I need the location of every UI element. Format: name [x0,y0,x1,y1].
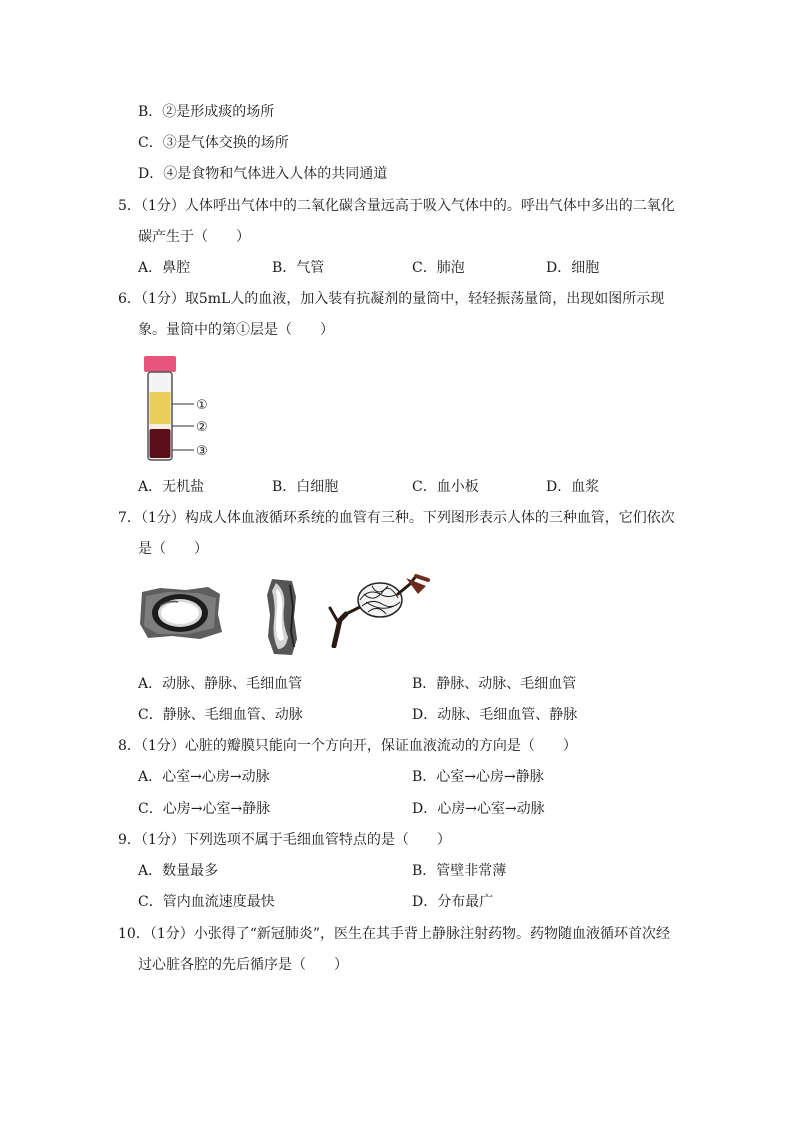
q7-option-d[interactable]: D．动脉、毛细血管、静脉 [412,707,578,723]
q8-option-d[interactable]: D．心房→心室→动脉 [412,801,545,817]
q10-stem-line1: 10．（1分）小张得了“新冠肺炎”，医生在其手背上静脉注射药物。药物随血液循环首次经 [118,926,671,942]
capillary-network-image [328,570,430,648]
q5-stem-line1: 5．（1分）人体呼出气体中的二氧化碳含量远高于吸入气体中的。呼出气体中多出的二氧化 [118,198,675,214]
q5-option-d[interactable]: D．细胞 [546,260,600,276]
q6-stem-line2: 象。量筒中的第①层是（ ） [138,322,334,338]
label-3: ③ [196,444,208,459]
vein-cross-section-image [264,577,300,657]
q6-option-b[interactable]: B．白细胞 [272,479,339,495]
q5-stem-line2: 碳产生于（ ） [138,229,250,245]
q6-stem-line1: 6．（1分）取5mL人的血液，加入装有抗凝剂的量筒中，轻轻振荡量筒，出现如图所示现 [118,291,665,307]
q5-option-b[interactable]: B．气管 [272,260,325,276]
cells-layer [150,429,171,458]
q7-option-a[interactable]: A．动脉、静脉、毛细血管 [138,676,303,692]
q7-stem-line2: 是（ ） [138,541,208,557]
q7-option-c[interactable]: C．静脉、毛细血管、动脉 [138,707,303,723]
plasma-layer [150,392,171,424]
q7-stem-line1: 7．（1分）构成人体血液循环系统的血管有三种。下列图形表示人体的三种血管，它们依次 [118,510,675,526]
q5-option-a[interactable]: A．鼻腔 [138,260,191,276]
test-tube-figure [138,352,228,464]
q8-option-b[interactable]: B．心室→心房→静脉 [412,769,544,785]
q4-option-c[interactable]: C．③是气体交换的场所 [138,135,289,151]
q9-stem-line1: 9．（1分）下列选项不属于毛细血管特点的是（ ） [118,832,451,848]
label-2: ② [196,420,208,435]
tube-cap [144,356,176,372]
label-1: ① [196,398,208,413]
q4-option-b[interactable]: B．②是形成痰的场所 [138,104,275,120]
artery-cross-section-image [138,584,224,642]
q8-stem-line1: 8．（1分）心脏的瓣膜只能向一个方向开，保证血液流动的方向是（ ） [118,738,577,754]
q9-option-b[interactable]: B．管壁非常薄 [412,863,507,879]
q8-option-a[interactable]: A．心室→心房→动脉 [138,769,270,785]
q9-option-a[interactable]: A．数量最多 [138,863,219,879]
q9-option-c[interactable]: C．管内血流速度最快 [138,894,275,910]
q9-option-d[interactable]: D．分布最广 [412,894,494,910]
q6-option-a[interactable]: A．无机盐 [138,479,205,495]
q4-option-d[interactable]: D．④是食物和气体进入人体的共同通道 [138,166,388,182]
q7-option-b[interactable]: B．静脉、动脉、毛细血管 [412,676,577,692]
buffy-layer [150,424,171,429]
q10-stem-line2: 过心脏各腔的先后循序是（ ） [138,957,348,973]
q5-option-c[interactable]: C．肺泡 [412,260,465,276]
q8-option-c[interactable]: C．心房→心室→静脉 [138,801,271,817]
q6-option-d[interactable]: D．血浆 [546,479,600,495]
q6-option-c[interactable]: C．血小板 [412,479,479,495]
